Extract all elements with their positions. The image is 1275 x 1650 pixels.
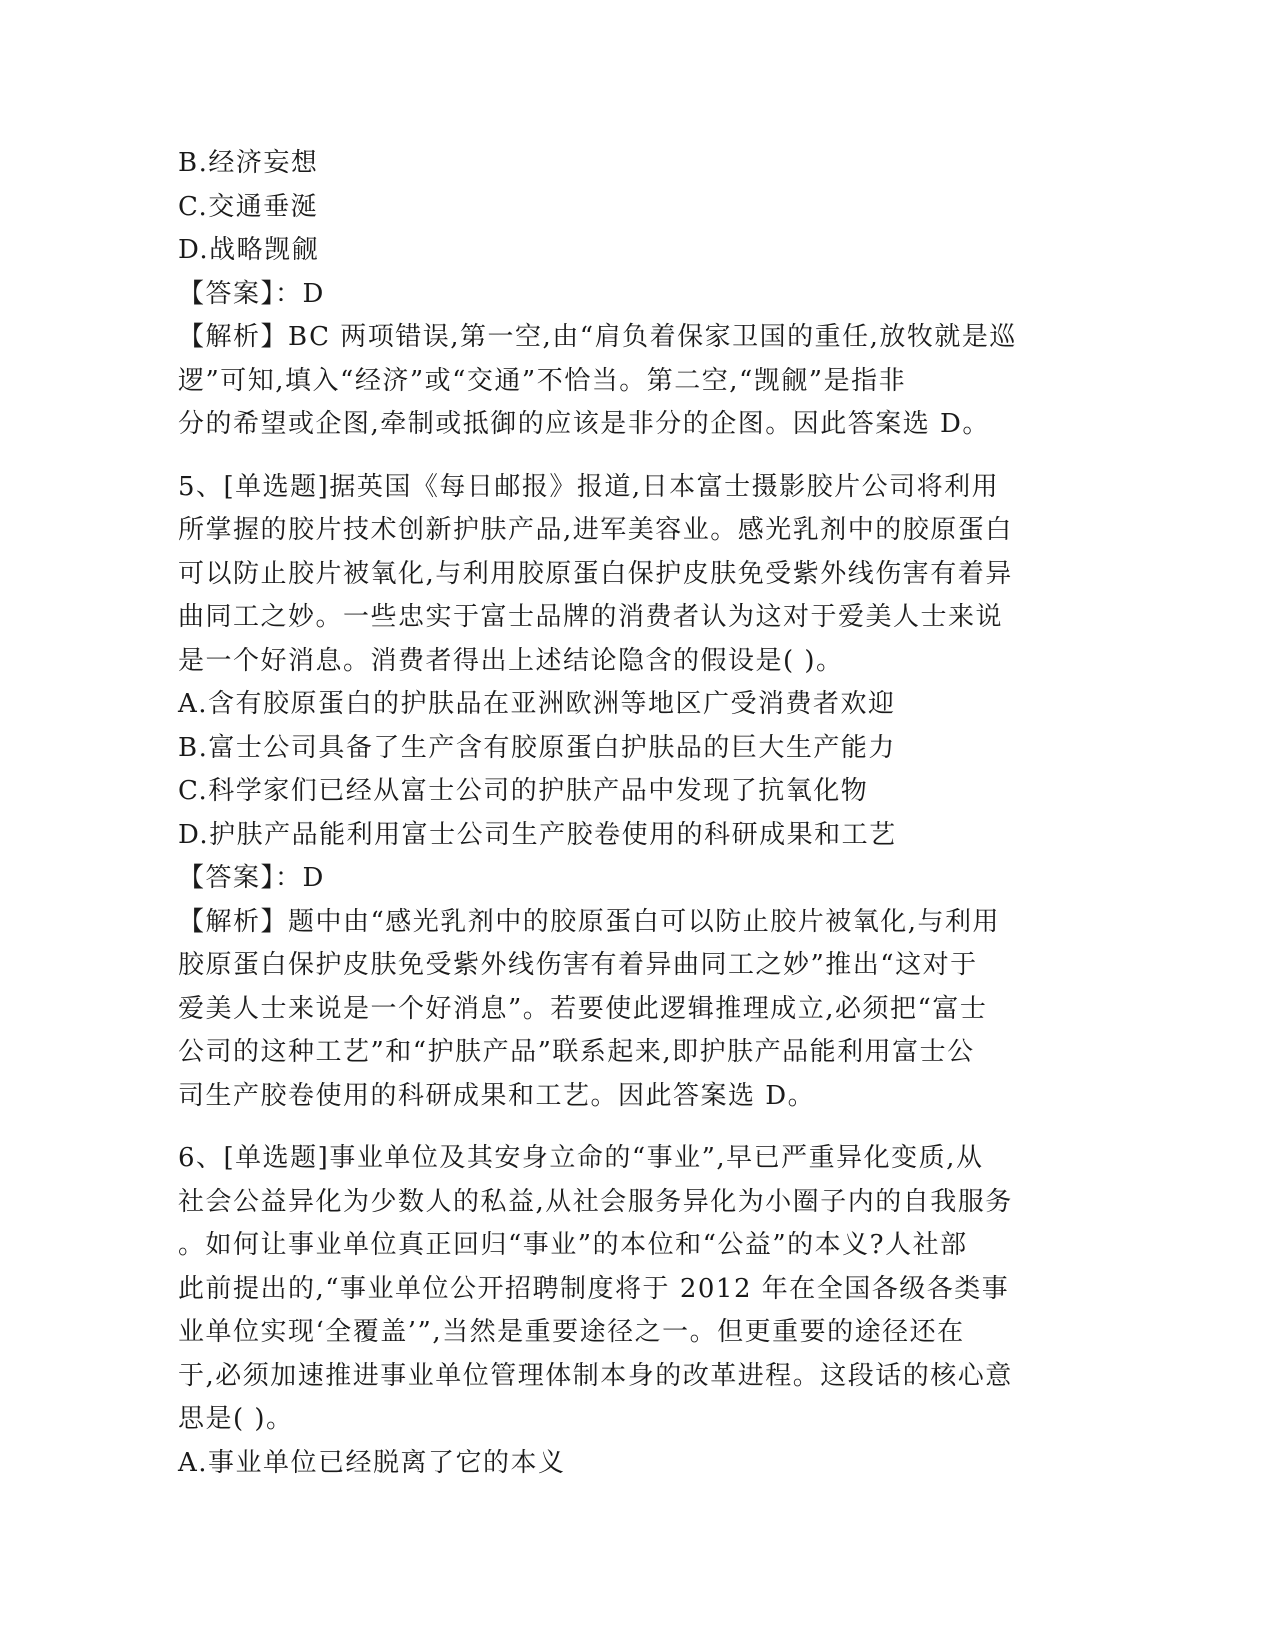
stem-line: 思是( )。 xyxy=(178,1404,294,1434)
option-b: B.经济妄想 xyxy=(178,148,319,178)
stem-line: 曲同工之妙。一些忠实于富士品牌的消费者认为这对于爱美人士来说 xyxy=(178,602,1004,632)
spacer xyxy=(178,1118,1083,1137)
stem-line: 此前提出的,“事业单位公开招聘制度将于 2012 年在全国各级各类事 xyxy=(178,1273,1010,1304)
stem-line: 所掌握的胶片技术创新护肤产品,进军美容业。感光乳剂中的胶原蛋白 xyxy=(178,515,1013,545)
stem-line: 。如何让事业单位真正回归“事业”的本位和“公益”的本义?人社部 xyxy=(178,1230,968,1260)
option-a: A.含有胶原蛋白的护肤品在亚洲欧洲等地区广受消费者欢迎 xyxy=(178,689,896,719)
stem-line: 5、[单选题]据英国《每日邮报》报道,日本富士摄影胶片公司将利用 xyxy=(178,471,1000,502)
analysis-line: 司生产胶卷使用的科研成果和工艺。因此答案选 D。 xyxy=(178,1080,816,1111)
option-d: D.护肤产品能利用富士公司生产胶卷使用的科研成果和工艺 xyxy=(178,819,897,850)
option-b: B.富士公司具备了生产含有胶原蛋白护肤品的巨大生产能力 xyxy=(178,732,896,763)
answer: 【答案】：D xyxy=(178,278,325,309)
analysis-line: 公司的这种工艺”和“护肤产品”联系起来,即护肤产品能利用富士公 xyxy=(178,1037,975,1067)
stem-line: 业单位实现‘全覆盖’”,当然是重要途径之一。但更重要的途径还在 xyxy=(178,1317,965,1347)
option-d: D.战略觊觎 xyxy=(178,235,320,265)
analysis-line: 爱美人士来说是一个好消息”。若要使此逻辑推理成立,必须把“富士 xyxy=(178,993,988,1024)
stem-line: 社会公益异化为少数人的私益,从社会服务异化为小圈子内的自我服务 xyxy=(178,1186,1013,1217)
analysis-line: 【解析】题中由“感光乳剂中的胶原蛋白可以防止胶片被氧化,与利用 xyxy=(178,906,1001,937)
document-page xyxy=(178,142,1083,1485)
option-c: C.交通垂涎 xyxy=(178,191,319,222)
option-a: A.事业单位已经脱离了它的本义 xyxy=(178,1447,566,1478)
analysis-line: 分的希望或企图,牵制或抵御的应该是非分的企图。因此答案选 D。 xyxy=(178,409,990,439)
stem-line: 于,必须加速推进事业单位管理体制本身的改革进程。这段话的核心意 xyxy=(178,1360,1013,1391)
question-6 xyxy=(178,1137,1083,1485)
analysis-line: 胶原蛋白保护皮肤免受紫外线伤害有着异曲同工之妙”推出“这对于 xyxy=(178,950,978,980)
option-c: C.科学家们已经从富士公司的护肤产品中发现了抗氧化物 xyxy=(178,776,869,806)
stem-line: 6、[单选题]事业单位及其安身立命的“事业”,早已严重异化变质,从 xyxy=(178,1143,984,1173)
stem-line: 可以防止胶片被氧化,与利用胶原蛋白保护皮肤免受紫外线伤害有着异 xyxy=(178,558,1013,589)
spacer xyxy=(178,447,1083,466)
question-5 xyxy=(178,466,1083,1119)
answer: 【答案】：D xyxy=(178,863,325,893)
analysis-line: 【解析】BC 两项错误,第一空,由“肩负着保家卫国的重任,放牧就是巡 xyxy=(178,322,1017,352)
analysis-line: 逻”可知,填入“经济”或“交通”不恰当。第二空,“觊觎”是指非 xyxy=(178,365,907,396)
question-4-tail xyxy=(178,142,1083,447)
stem-line: 是一个好消息。消费者得出上述结论隐含的假设是( )。 xyxy=(178,645,844,676)
